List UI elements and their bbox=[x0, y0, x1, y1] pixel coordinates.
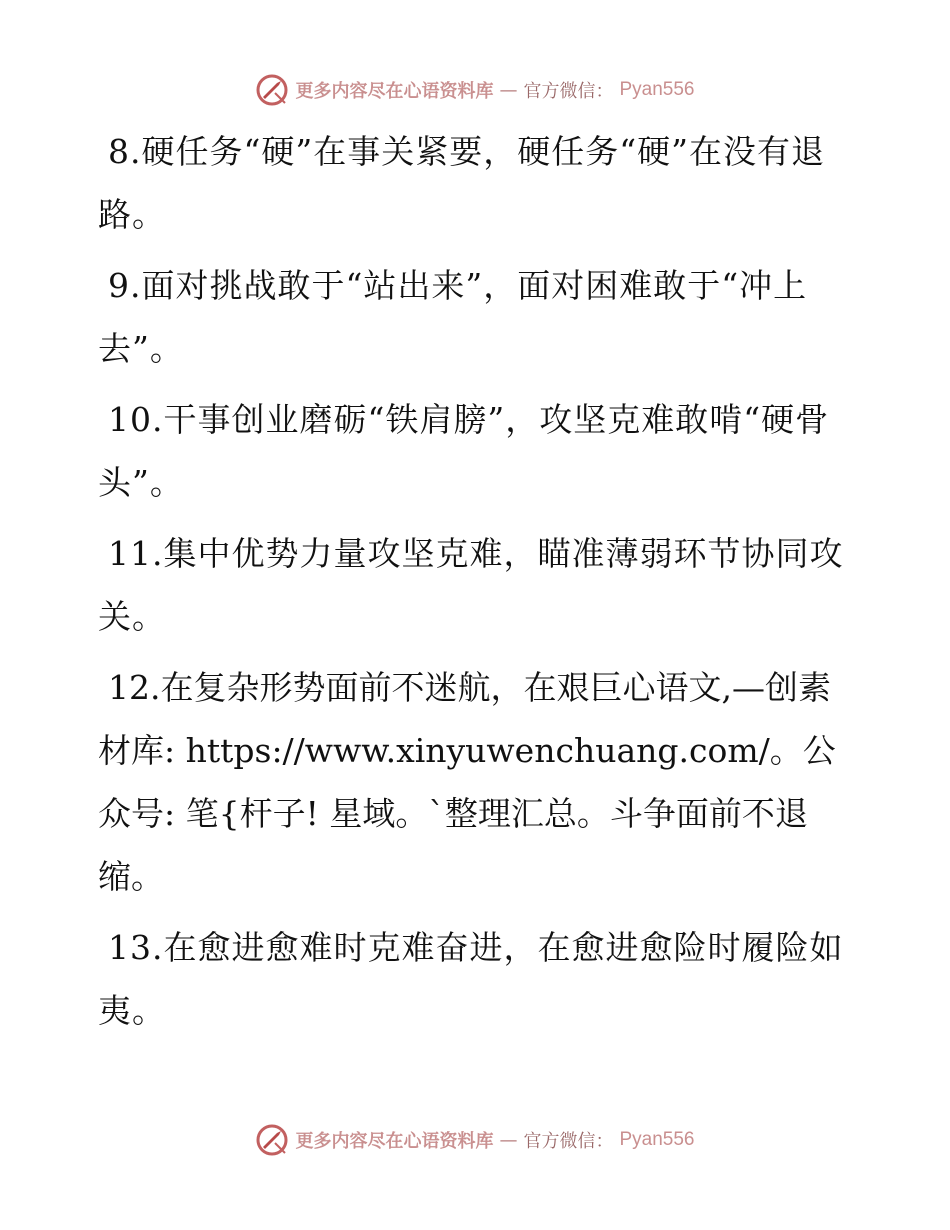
header-wechat-label: 官方微信： bbox=[523, 81, 614, 102]
footer-separator: — bbox=[499, 1129, 518, 1151]
footer-banner bbox=[0, 1120, 950, 1160]
document-body bbox=[98, 120, 850, 1050]
quill-logo-icon bbox=[255, 73, 289, 107]
footer-wechat-id: Pyan556 bbox=[619, 1129, 695, 1150]
list-item-12: 12.在复杂形势面前不迷航，在艰巨心语文,—创素材库: https://www.xinyuwenchuang.com/。公众号: 笔{杆子! 星域。`整理汇总。斗争面前不退缩。 bbox=[98, 668, 836, 896]
list-item-10: 10.干事创业磨砺“铁肩膀”，攻坚克难敢啃“硬骨头”。 bbox=[98, 400, 830, 502]
list-item-11: 11.集中优势力量攻坚克难，瞄准薄弱环节协同攻关。 bbox=[98, 534, 844, 636]
list-item-9: 9.面对挑战敢于“站出来”，面对困难敢于“冲上去”。 bbox=[98, 266, 808, 368]
header-site-text: 更多内容尽在心语资料库 bbox=[295, 81, 494, 102]
list-item-8: 8.硬任务“硬”在事关紧要，硬任务“硬”在没有退路。 bbox=[98, 132, 825, 234]
list-item-13: 13.在愈进愈难时克难奋进，在愈进愈险时履险如夷。 bbox=[98, 928, 844, 1030]
header-separator: — bbox=[499, 79, 518, 101]
header-wechat-id: Pyan556 bbox=[619, 79, 695, 100]
footer-banner-content bbox=[255, 1123, 694, 1157]
quill-logo-icon bbox=[255, 1123, 289, 1157]
footer-wechat-label: 官方微信： bbox=[523, 1131, 614, 1152]
footer-site-text: 更多内容尽在心语资料库 bbox=[295, 1131, 494, 1152]
header-banner bbox=[0, 70, 950, 110]
header-banner-content bbox=[255, 73, 694, 107]
